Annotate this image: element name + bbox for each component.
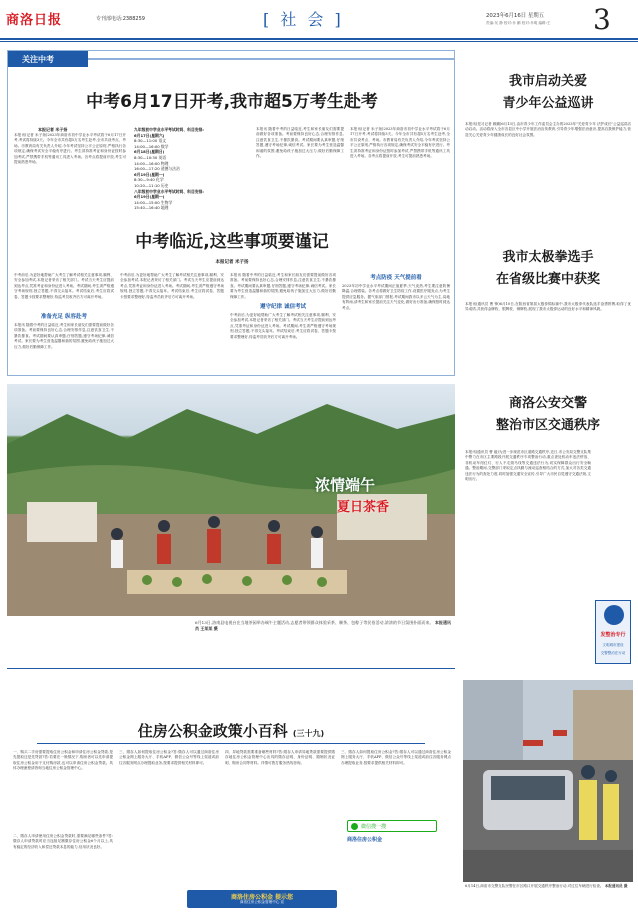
reminder-text: 中考前后,为更好地帮助广大考生了解考试相关注意事项,顺利、安全参加考试,本报记者采访了相关部门。考试当天考生应提前到达考点,凭准考证和身份证进入考场。考试期间,考生须严格遵守考场规则,独立答题,不得交头接耳。考试结束后,考生应将试卷、答题卡按要求整理好,待监考员收齐后方可离开考场。 (14, 273, 114, 299)
schedule-line: 6月19日(星期一) (134, 194, 165, 200)
photo-title-2: 夏日茶香 (337, 500, 390, 515)
reminder-col4 (342, 273, 450, 373)
hf-headline (7, 720, 455, 741)
reminder-col3 (230, 273, 336, 373)
schedule-line: 6月18日(星期日) (134, 149, 165, 155)
reminder-col2: 中考前后,为更好地帮助广大考生了解考试相关注意事项,顺利、安全参加考试,本报记者采访了相关部门。考试当天考生应提前到达考点,凭准考证和身份证进入考场。考试期间,考生须严格遵守考场规则,独立答题,不得交头接耳。考试结束后,考生应将试卷、答题卡按要求整理好,待监考员收齐后方可离开考场。 (120, 273, 224, 299)
photo-feature (7, 384, 455, 662)
hf-headline-text: 住房公积金政策小百科 (137, 722, 288, 740)
hf-col4 (341, 750, 451, 906)
badge-line-1: 文明城市建设 (602, 643, 624, 647)
hf-qa: 三、缴存人如何提取住房公积金?答:缴存人可以通过商洛住房公积金网上服务大厅、手机APP、微信公众号等线上渠道或前往各服务网点办理提取业务,按要求提供相关材料即可。 (341, 750, 451, 765)
subhead-discipline: 遵守纪律 诚信考试 (260, 304, 306, 310)
article-exam-col4: 本报讯(记者 米子扬)2023年商洛市初中学业水平考试将于6月17日开考,考试将持续3天。今年全市共有超5万名考生赴考,全市共设考点、考场。市教育局有关负责人介绍,今年考试坚持公平公正原则,严格执行各项规定,确保考试安全平稳有序进行。考生须持准考证和身份证按时参加考试,严禁携带手机等通讯工具进入考场。各考点将提前开放,考生可提前熟悉考场。 (350, 127, 450, 159)
schedule-line: 6月17日(星期六) (134, 132, 165, 138)
schedule-line: 8:30—10:30 英语 (134, 154, 167, 160)
masthead-rule (0, 38, 638, 40)
reminder-text: 2023年初中学业水平考试期间正值夏季,天气炎热,考生要注意防暑降温,合理着装。各考点将做好卫生防疫工作,设置医疗服务点,为考生提供应急服务。据气象部门预报,考试期间我市以多云天气为主,局地有阵雨,请考生和家长提前关注天气变化,做好出行准备,确保按时到达考点。 (342, 284, 450, 310)
article-youth-tour: 本报讯(见习记者 顾鹏)6月13日,由市青少年工作委员会主办的2023年"关爱青少年 法护成长"公益巡讲活动启动。活动将深入全市各县区中小学开展法治宣传教育,引导青少年增强法治意识,提高自我保护能力,营造关心关爱青少年健康成长的良好社会氛围。 (465, 122, 631, 137)
hf-qa: 二、缴存人申请使用住房公积金贷款时,需要满足哪些条件?答:缴存人申请贷款时应当连续足额缴存住房公积金6个月以上,具有稳定的经济收入和偿还贷款本息的能力,信用状况良好。 (13, 834, 113, 849)
wechat-search-label: 微信搜一搜 (361, 823, 387, 830)
reminder-text: 本报讯 随着中考的日益临近,考生和家长朋友们需要提前做好各项准备。考前要保持良好心态,合理安排作息,注意饮食卫生,不暴饮暴食。考试期间要认真审题,仔细答题,遵守考场纪律,诚信考试。家长要为考生营造温馨和谐的氛围,避免给孩子施加过大压力,做好后勤保障工作。 (230, 273, 336, 299)
reminder-text: 中考前后,为更好地帮助广大考生了解考试相关注意事项,顺利、安全参加考试,本报记者采访了相关部门。考试当天考生应提前到达考点,凭准考证和身份证进入考场。考试期间,考生须严格遵守考场规则,独立答题,不得交头接耳。考试结束后,考生应将试卷、答题卡按要求整理好,待监考员收齐后方可离开考场。 (230, 313, 336, 339)
banner-stripe (88, 58, 454, 60)
zhongkao-section (7, 50, 455, 376)
masthead (0, 0, 638, 44)
zhongkao-banner-text: 关注中考 (22, 55, 54, 64)
hf-headline-rule (37, 743, 425, 744)
wechat-search-term: 商洛住房公积金 (347, 837, 383, 843)
schedule-line: 14:00—15:00 生物学 (134, 199, 173, 205)
byline-2: 本报记者 米子扬 (215, 260, 249, 265)
photo-caption (195, 620, 451, 660)
editors: 责编:吴 静 校对:乔 鹏 校对:乔明 编辑:王 (486, 21, 551, 25)
schedule-title-9: 九年级初中学业水平考试时间、科目安排: (134, 127, 204, 132)
schedule-line: 15:40—16:40 地理 (134, 205, 169, 211)
feature-photo (7, 384, 455, 616)
subhead-prep: 准备充足 纵容赴考 (41, 314, 87, 320)
masthead-logo: 商洛日报 (6, 13, 63, 28)
hf-footer-sub: 商洛住房公积金管理中心 宣 (239, 900, 285, 904)
badge-stamp-text: 发整治专行 (600, 632, 626, 638)
headline-taichi-l2: 在省级比赛中获奖 (495, 272, 600, 287)
schedule-line: 8:30—11:00 语文 (134, 138, 167, 144)
section-label: [ 社 会 ] (263, 10, 344, 29)
traffic-photo (463, 680, 633, 882)
hf-col2: 三、缴存人如何提取住房公积金?答:缴存人可以通过商洛住房公积金网上服务大厅、手机APP、微信公众号等线上渠道或前往各服务网点办理提取业务,按要求提供相关材料即可。 (119, 750, 219, 765)
hf-col1 (13, 750, 113, 906)
zhongkao-banner (8, 51, 88, 67)
schedule-line: 14:00—16:00 物理 (134, 160, 169, 166)
headline-traffic-l1: 商洛公安交警 (508, 396, 587, 411)
hf-col3: 四、异地贷款需要准备哪些材料?答:缴存人申请异地贷款需要提供缴存地住房公积金管理中心出具的缴存证明、身份证明、婚姻状况证明、购房合同等材料。详情可拨打服务热线咨询。 (225, 750, 335, 765)
photo-title-1: 浓情端午 (315, 476, 376, 494)
hf-footer-text: 商洛住房公积金 提示您 (230, 894, 294, 901)
wechat-icon (351, 823, 358, 830)
traffic-scene (463, 680, 633, 882)
schedule-title-8: 八年级初中学业水平考试时间、科目安排: (134, 188, 204, 194)
wechat-search[interactable] (347, 820, 437, 832)
headline-taichi-l1: 我市太极拳选手 (502, 250, 594, 265)
schedule-line: 10:20—11:10 历史 (134, 182, 169, 188)
byline-1: 本报记者 米子扬 (38, 127, 68, 132)
masthead-rule-thin (0, 41, 638, 42)
issue-date: 2023年6月16日 星期五 (486, 13, 545, 19)
traffic-badge (595, 600, 631, 664)
badge-line-2: 交警整治在行动 (600, 651, 626, 655)
headline-youth-tour-l2: 青少年公益巡讲 (502, 96, 594, 111)
right-column (463, 50, 633, 910)
schedule-box (134, 127, 248, 211)
hotline-label (96, 15, 145, 22)
badge-emblem (604, 605, 624, 625)
hf-footer-banner (187, 890, 337, 908)
traffic-caption-text: 6月14日,商洛市交警支队民警在市区路口开展交通秩序整治行动,对过往车辆进行检查。 (465, 884, 604, 888)
schedule-line: 16:00—17:20 道德与法治 (134, 166, 180, 172)
headline-youth-tour-l1: 我市启动关爱 (508, 74, 587, 89)
page-number: 3 (593, 3, 611, 36)
photo-credit: 本报通讯员 王某某 摄 (195, 620, 451, 631)
hotline-label-text: 专刊部电话: (96, 16, 123, 22)
traffic-credit: 本报通讯员 摄 (604, 884, 628, 888)
article-exam-col1: 本报讯(记者 米子扬)2023年商洛市初中学业水平考试将于6月17日开考,考试将持续3天。今年全市共有超5万名考生赴考,全市共设考点、考场。市教育局有关负责人介绍,今年考试坚持公平公正原则,严格执行各项规定,确保考试安全平稳有序进行。考生须持准考证和身份证按时参加考试,严禁携带手机等通讯工具进入考场。各考点将提前开放,考生可提前熟悉考场。 (14, 133, 126, 165)
traffic-caption (465, 884, 631, 889)
headline-reminders: 中考临近,这些事项要谨记 (135, 232, 329, 252)
photo-caption-text: 6月13日,洛南县电视台在当地茶园举办端午主题活动,志愿者带领群众体验采茶、制茶、包粽子等民俗活动,浓浓的节日氛围扑面而来。 (195, 620, 434, 625)
hf-qa: 一、购买二手房需要提取住房公积金和申请住房公积金贷款,是先提取还是先贷款?答:若要在一般情况下,购房者可以先申请提取住房公积金用于支付购房款,也可以申请住房公积金贷款。具体办理流程请咨询当地住房公积金管理中心。 (13, 750, 113, 771)
schedule-line: 14:00—16:00 数学 (134, 143, 169, 149)
hf-issue: (三十九) (292, 729, 325, 738)
schedule-line: 6月19日(星期一) (134, 171, 165, 177)
hf-top-rule (7, 668, 455, 669)
schedule-line: 8:30—9:40 化学 (134, 177, 164, 183)
hotline-number: 2388259 (122, 16, 145, 22)
article-exam-col3: 本报讯 随着中考的日益临近,考生和家长朋友们需要提前做好各项准备。考前要保持良好心态,合理安排作息,注意饮食卫生,不暴饮暴食。考试期间要认真审题,仔细答题,遵守考场纪律,诚信考试。家长要为考生营造温馨和谐的氛围,避免给孩子施加过大压力,做好后勤保障工作。 (256, 127, 344, 159)
article-taichi: 本报讯(通讯员 曹 锋)6月10日,在陕西省第届太极拳锦标赛中,我市太极拳代表队选手奋勇拼搏,取得了优异成绩,共获得金牌枚、银牌枚、铜牌枚,展现了我市太极拳运动的良好水平和精神风貌。 (465, 302, 631, 312)
headline-exam-date: 中考6月17日开考,我市超5万考生赴考 (86, 92, 378, 112)
headline-traffic-l2: 整治市区交通秩序 (495, 418, 600, 433)
housing-fund-section (7, 668, 455, 910)
reminder-col1 (14, 273, 114, 373)
subhead-weather: 考点防疫 天气提前看 (370, 275, 422, 281)
article-traffic: 本报讯(通讯员 曹 毅)为进一步规范市区道路交通秩序,近日,市公安局交警支队集中警力在市区主要路段开展交通秩序专项整治行动,重点查处机动车违法停放、非机动车闯红灯、行人不走斑马线等交通违法行为,切实保障群众出行安全畅通。整治期间,交警部门采取定点执勤与流动巡查相结合的方式,加大对各类交通违法行为的查处力度,同时加强交通安全宣传,引导广大市民自觉遵守交通法规,文明出行。 (465, 450, 591, 482)
reminder-text: 本报讯 随着中考的日益临近,考生和家长朋友们需要提前做好各项准备。考前要保持良好心态,合理安排作息,注意饮食卫生,不暴饮暴食。考试期间要认真审题,仔细答题,遵守考场纪律,诚信考试。家长要为考生营造温馨和谐的氛围,避免给孩子施加过大压力,做好后勤保障工作。 (14, 323, 114, 349)
